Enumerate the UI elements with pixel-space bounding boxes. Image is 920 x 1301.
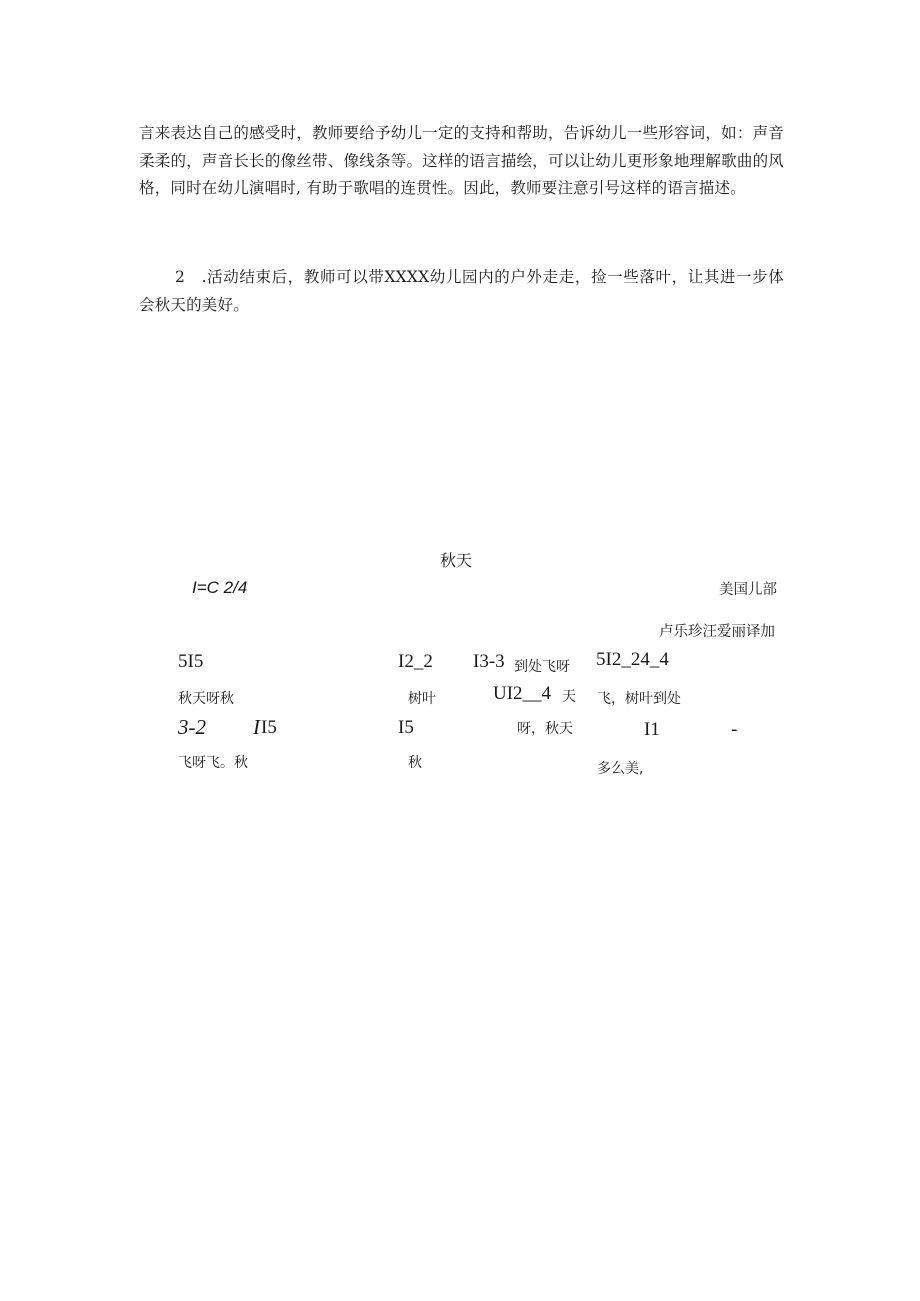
notation-measure: I [253, 715, 260, 739]
song-title: 秋天 [440, 551, 473, 570]
body-paragraph-1: 言来表达自己的感受时，教师要给予幼儿一定的支持和帮助，告诉幼儿一些形容词，如：声音柔柔的，声音长长的像丝带、像线条等。这样的语言描绘，可以让幼儿更形象地理解歌曲的风格，同时在幼儿演唱时, 有助于歌唱的连贯性。因此，教师要注意引号这样的语言描述。 [139, 124, 784, 197]
key-signature: I=C 2/4 [192, 578, 248, 597]
lyric-text: 树叶 [408, 691, 436, 707]
sustain-dash: - [731, 719, 738, 740]
notation-measure: I2_2 [398, 651, 433, 672]
notation-measure: I5 [261, 717, 277, 738]
translator-credit: 卢乐珍汪爱丽译加 [659, 624, 775, 640]
notation-measure: 5I5 [178, 651, 204, 672]
lyric-text: 飞，树叶到处 [597, 691, 681, 707]
lyric-text: 飞呀飞。秋 [178, 755, 248, 771]
body-paragraph-2: 2 .活动结束后，教师可以带XXXX幼儿园内的户外走走，捡一些落叶，让其进一步体会秋天的美好。 [139, 268, 784, 314]
notation-measure: 5I2_24_4 [596, 649, 669, 670]
notation-measure: UI2__4 [493, 683, 552, 704]
notation-measure: I3-3 [473, 651, 505, 672]
lyric-text: 多么美, [597, 761, 644, 777]
notation-measure: 3-2 [178, 715, 206, 739]
lyric-text: 到处飞呀 [514, 659, 570, 675]
lyric-text: 呀，秋天 [517, 721, 573, 737]
lyric-text: 天 [562, 689, 576, 705]
song-origin: 美国儿部 [719, 582, 777, 598]
notation-measure: I5 [398, 717, 414, 738]
lyric-text: 秋 [408, 755, 422, 771]
lyric-text: 秋天呀秋 [178, 691, 234, 707]
notation-measure: I1 [644, 719, 660, 740]
